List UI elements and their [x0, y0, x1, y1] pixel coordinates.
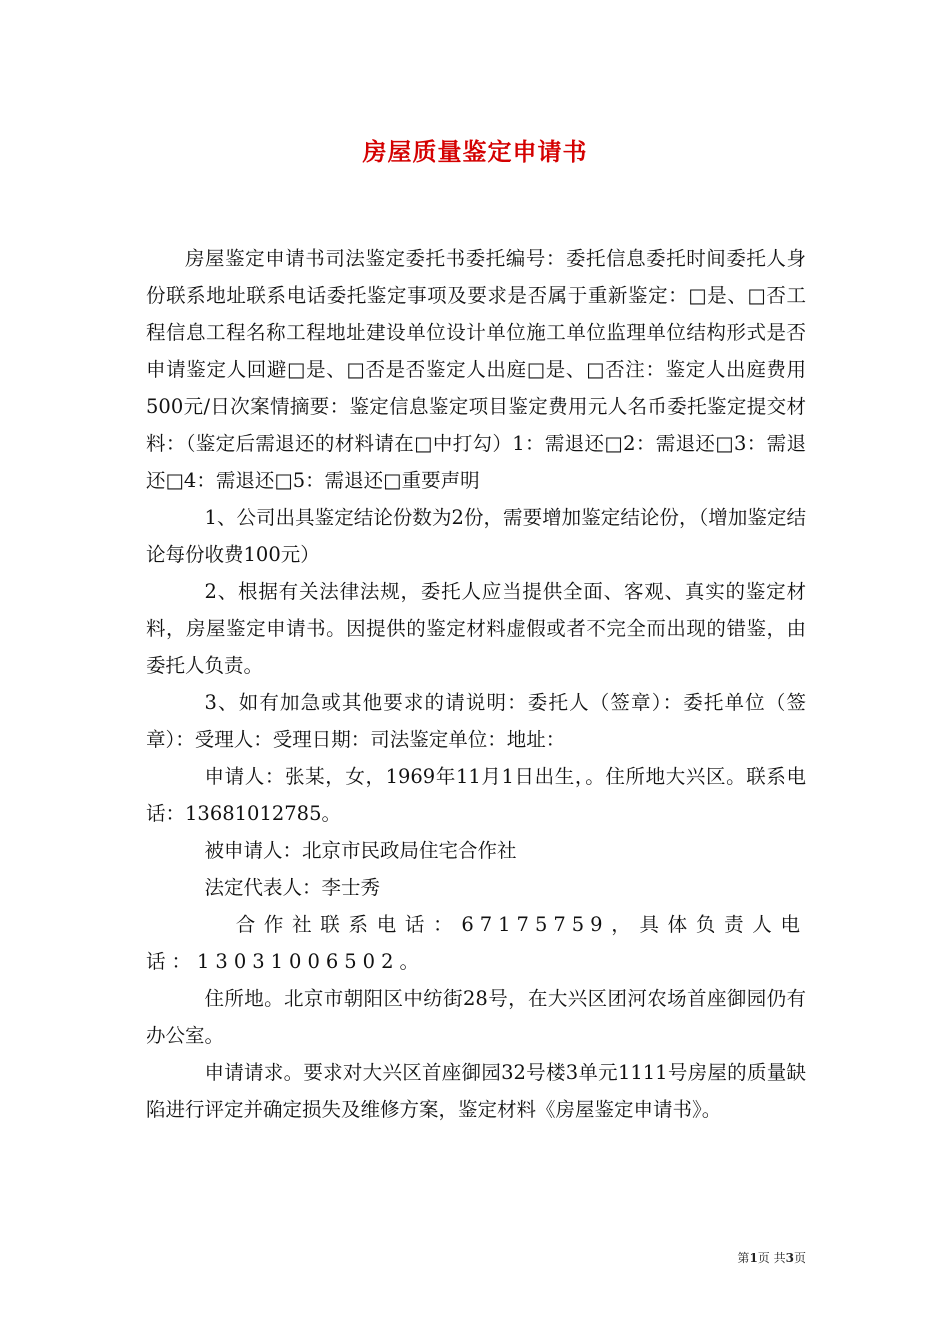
paragraph-address: 住所地。北京市朝阳区中纺街28号，在大兴区团河农场首座御园仍有办公室。 — [146, 987, 806, 1047]
document-title: 房屋质量鉴定申请书 — [362, 137, 588, 166]
footer-page-number: 1 — [749, 1251, 758, 1265]
footer-suffix: 页 — [793, 1251, 806, 1265]
paragraph-legal-representative: 法定代表人：李士秀 — [204, 876, 381, 899]
document-body — [146, 240, 806, 1128]
paragraph-appraisal-form: 房屋鉴定申请书司法鉴定委托书委托编号：委托信息委托时间委托人身份联系地址联系电话委托鉴定事项及要求是否属于重新鉴定：□是、□否工程信息工程名称工程地址建设单位设计单位施工单位监理单位结构形式是否申请鉴定人回避□是、□否是否鉴定人出庭□是、□否注：鉴定人出庭费用500元/日次案情摘要：鉴定信息鉴定项目鉴定费用元人名币委托鉴定提交材料：（鉴定后需退还的材料请在□中打勾）1：需退还□2：需退还□3：需退还□4：需退还□5：需退还□重要声明 — [146, 247, 806, 492]
paragraph-applicant: 申请人：张某，女，1969年11月1日出生，。住所地大兴区。联系电话：13681012785。 — [146, 765, 806, 825]
paragraph-contact-phone: 合作社联系电话：67175759，具体负责人电话：13031006502。 — [146, 913, 806, 973]
paragraph-statement-3: 3、如有加急或其他要求的请说明：委托人（签章）：委托单位（签章）：受理人：受理日期：司法鉴定单位：地址： — [146, 691, 806, 751]
paragraph-statement-2: 2、根据有关法律法规，委托人应当提供全面、客观、真实的鉴定材料，房屋鉴定申请书。因提供的鉴定材料虚假或者不完全而出现的错鉴，由委托人负责。 — [146, 580, 806, 677]
footer-page-total: 3 — [785, 1251, 794, 1265]
page-footer — [737, 1249, 806, 1266]
footer-middle: 页 共 — [757, 1251, 786, 1265]
paragraph-request: 申请请求。要求对大兴区首座御园32号楼3单元1111号房屋的质量缺陷进行评定并确定损失及维修方案，鉴定材料《房屋鉴定申请书》。 — [146, 1061, 806, 1121]
paragraph-statement-1: 1、公司出具鉴定结论份数为2份，需要增加鉴定结论份，（增加鉴定结论每份收费100元） — [146, 506, 806, 566]
footer-prefix: 第 — [737, 1251, 750, 1265]
paragraph-respondent: 被申请人：北京市民政局住宅合作社 — [204, 839, 517, 862]
